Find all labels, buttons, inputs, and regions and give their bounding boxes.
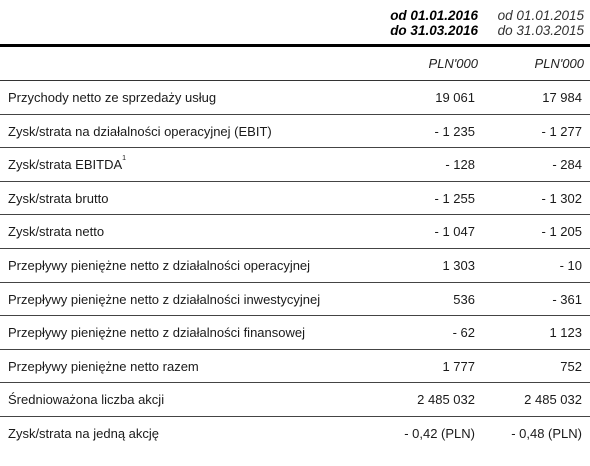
row-label	[8, 191, 108, 206]
current-period-from: od 01.01.2016	[390, 8, 478, 23]
row-label-text: Przepływy pieniężne netto z działalności operacyjnej	[8, 257, 311, 273]
table-row	[0, 383, 590, 417]
previous-period-header	[498, 8, 584, 38]
value-2015: 17 984	[542, 90, 582, 105]
table-row	[0, 350, 590, 384]
table-row	[0, 249, 590, 283]
value-2015: - 1 277	[541, 123, 582, 139]
row-label-text: Zysk/strata brutto	[8, 190, 109, 206]
row-label-text: Średnioważona liczba akcji	[8, 392, 165, 408]
value-2015: - 10	[559, 257, 582, 273]
row-label-text: Zysk/strata netto	[8, 224, 105, 240]
row-label-text: Zysk/strata na działalności operacyjnej (EBIT)	[8, 123, 272, 139]
value-2015: 2 485 032	[524, 392, 582, 408]
previous-unit-label: PLN'000	[534, 56, 584, 71]
value-2016: - 1 255	[434, 190, 475, 206]
current-unit-label: PLN'000	[428, 56, 478, 71]
value-2016: 1 777	[442, 358, 475, 374]
table-row	[0, 316, 590, 350]
row-label	[8, 90, 216, 105]
value-2016: - 0,42 (PLN)	[404, 425, 475, 441]
row-label-text: Przepływy pieniężne netto z działalności inwestycyjnej	[8, 291, 321, 307]
value-2015: - 284	[552, 157, 582, 173]
value-2016: 536	[453, 291, 475, 307]
value-2016: - 1 047	[434, 224, 475, 240]
table-row	[0, 283, 590, 317]
row-label	[8, 124, 272, 139]
table-row	[0, 148, 590, 182]
value-2015: - 361	[552, 291, 582, 307]
row-label	[8, 157, 126, 172]
table-row	[0, 417, 590, 451]
value-2016: 2 485 032	[417, 392, 475, 408]
row-label	[8, 224, 104, 239]
value-2016: 1 303	[442, 257, 475, 273]
value-2015: - 0,48 (PLN)	[511, 425, 582, 441]
previous-period-to: do 31.03.2015	[497, 23, 584, 38]
row-label	[8, 292, 320, 307]
units-row	[0, 47, 590, 81]
table-body	[0, 81, 590, 451]
table-row	[0, 81, 590, 115]
current-period-to: do 31.03.2016	[390, 23, 478, 38]
value-2016: 19 061	[435, 90, 475, 105]
row-label-text: Przepływy pieniężne netto z działalności finansowej	[8, 325, 305, 341]
row-label-text: Przychody netto ze sprzedaży usług	[8, 90, 217, 105]
value-2015: - 1 205	[541, 224, 582, 240]
row-label	[8, 325, 305, 340]
row-label	[8, 426, 159, 441]
previous-period-from: od 01.01.2015	[497, 8, 584, 23]
value-2016: - 128	[445, 157, 475, 173]
row-label-text: Zysk/strata EBITDA	[8, 157, 123, 173]
value-2015: 1 123	[549, 325, 582, 341]
row-label-text: Przepływy pieniężne netto razem	[8, 358, 199, 374]
value-2015: - 1 302	[541, 190, 582, 206]
value-2015: 752	[560, 358, 582, 374]
row-label-text: Zysk/strata na jedną akcję	[8, 425, 160, 441]
table-row	[0, 215, 590, 249]
value-2016: - 62	[452, 325, 475, 341]
footnote-marker: 1	[122, 155, 127, 163]
table-row	[0, 182, 590, 216]
row-label	[8, 392, 164, 407]
row-label	[8, 258, 310, 273]
table-header	[0, 0, 590, 44]
value-2016: - 1 235	[434, 123, 475, 139]
row-label	[8, 359, 199, 374]
table-row	[0, 115, 590, 149]
current-period-header	[390, 8, 478, 38]
